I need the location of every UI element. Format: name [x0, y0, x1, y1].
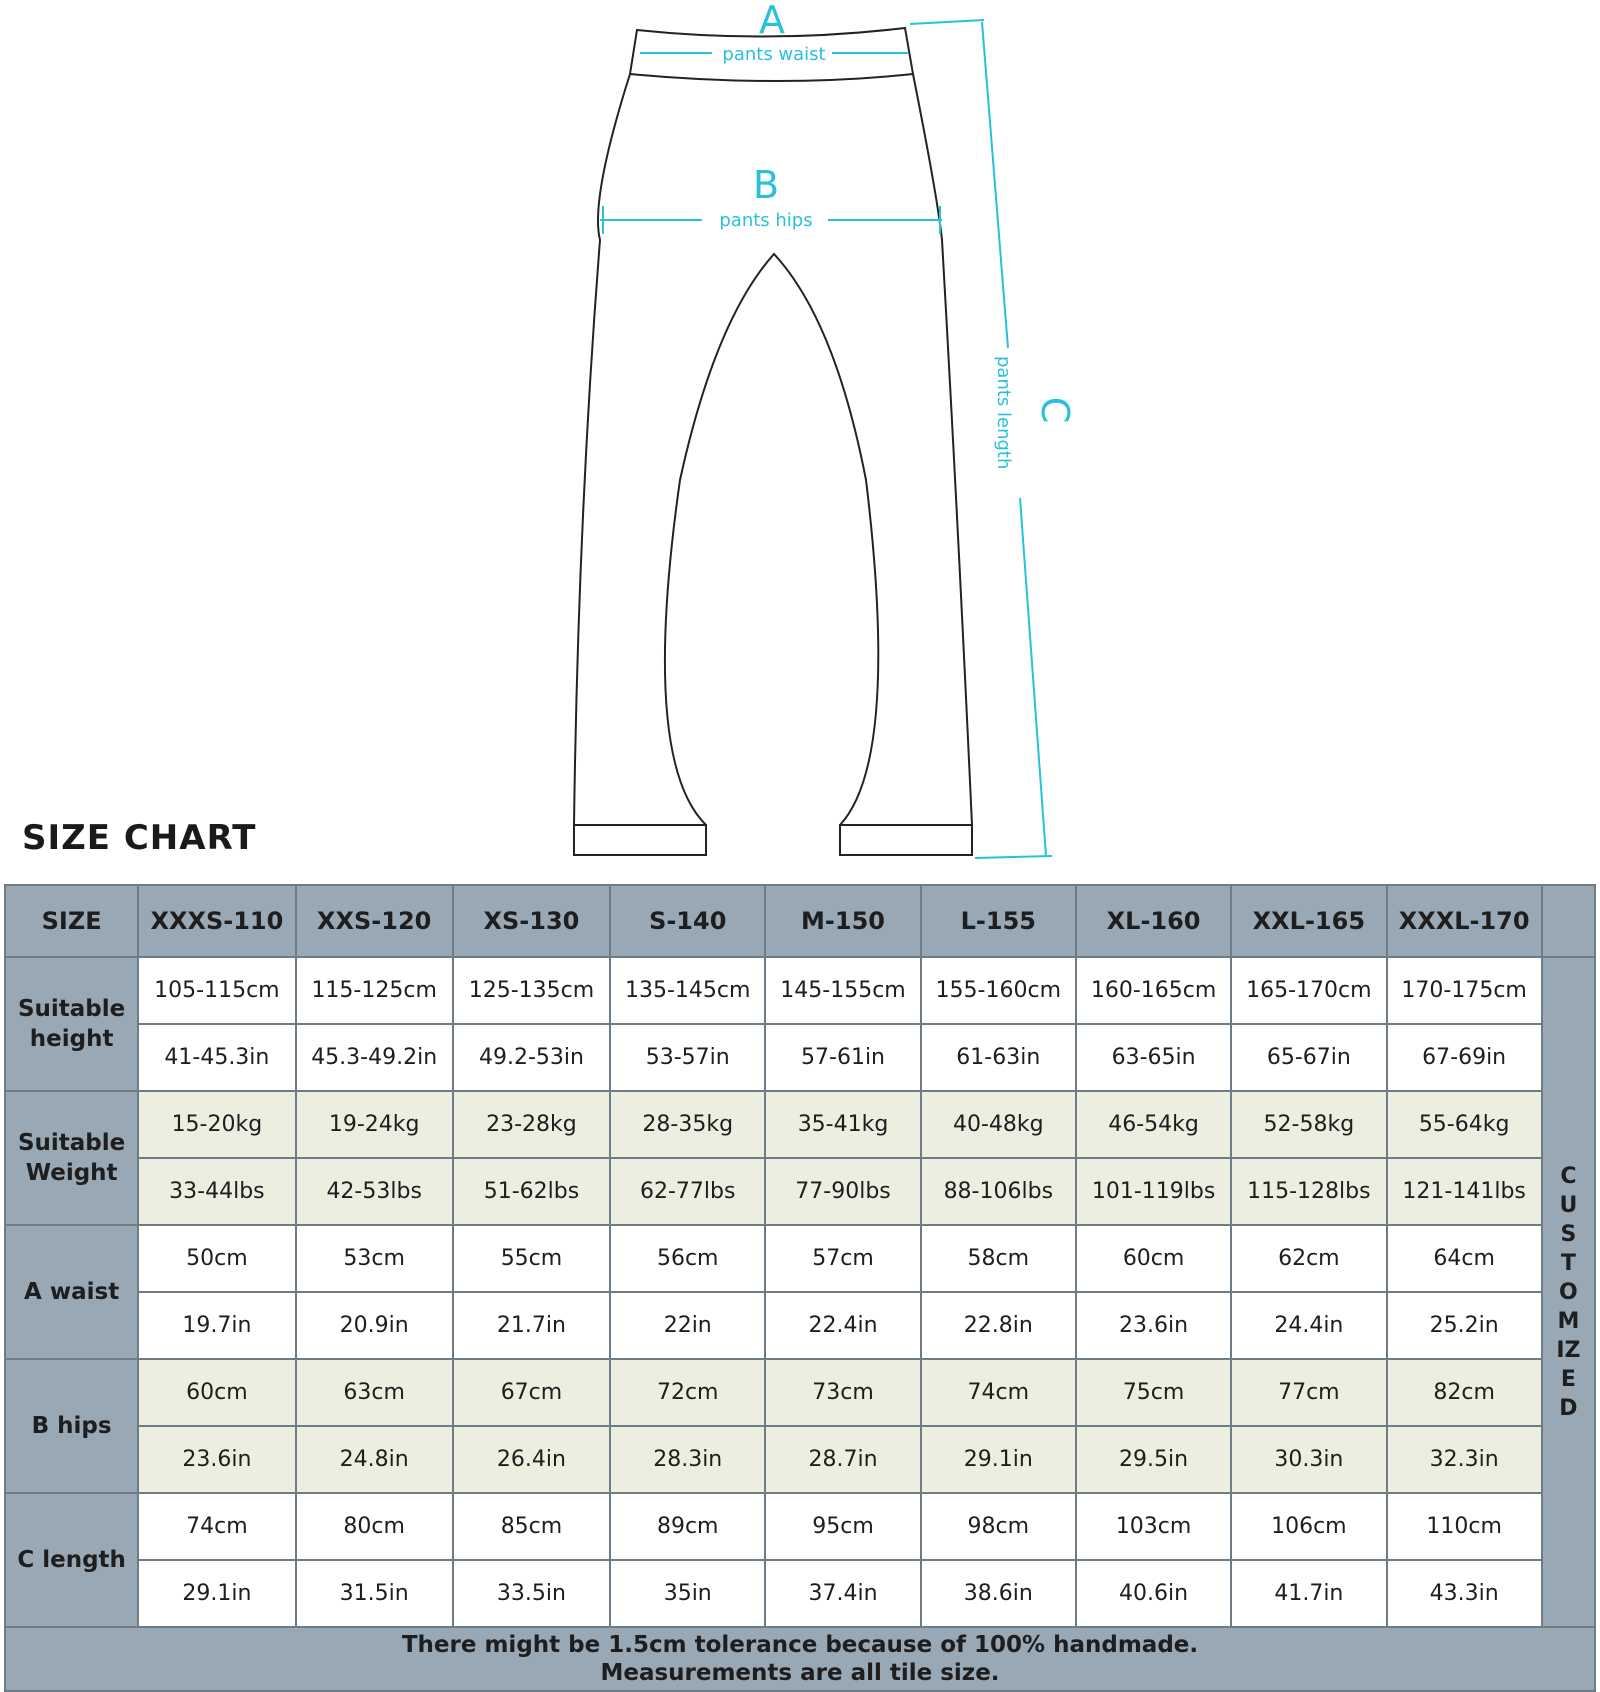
table-cell: 29.5in	[1076, 1426, 1231, 1493]
table-cell: 75cm	[1076, 1359, 1231, 1426]
table-cell: 51-62lbs	[453, 1158, 610, 1225]
table-cell: 155-160cm	[921, 957, 1076, 1024]
table-row	[5, 1560, 1595, 1627]
table-cell: 38.6in	[921, 1560, 1076, 1627]
table-cell: 103cm	[1076, 1493, 1231, 1560]
row-group-label: A waist	[5, 1225, 138, 1359]
table-cell: 23.6in	[138, 1426, 295, 1493]
size-column-header: S-140	[610, 885, 765, 957]
table-cell: 60cm	[1076, 1225, 1231, 1292]
length-measure-line	[982, 22, 1008, 348]
table-cell: 35-41kg	[765, 1091, 920, 1158]
waist-label: pants waist	[722, 44, 826, 65]
size-chart-title: SIZE CHART	[22, 818, 257, 858]
row-group-label: Suitable height	[5, 957, 138, 1091]
table-cell: 19.7in	[138, 1292, 295, 1359]
table-cell: 64cm	[1387, 1225, 1542, 1292]
table-cell: 30.3in	[1231, 1426, 1386, 1493]
table-cell: 55cm	[453, 1225, 610, 1292]
table-cell: 23-28kg	[453, 1091, 610, 1158]
table-cell: 26.4in	[453, 1426, 610, 1493]
table-cell: 37.4in	[765, 1560, 920, 1627]
table-row	[5, 1158, 1595, 1225]
table-cell: 28.7in	[765, 1426, 920, 1493]
table-cell: 33.5in	[453, 1560, 610, 1627]
row-group-label: B hips	[5, 1359, 138, 1493]
table-cell: 62cm	[1231, 1225, 1386, 1292]
table-row	[5, 1493, 1595, 1560]
size-column-header: M-150	[765, 885, 920, 957]
table-cell: 58cm	[921, 1225, 1076, 1292]
table-cell: 32.3in	[1387, 1426, 1542, 1493]
table-cell: 160-165cm	[1076, 957, 1231, 1024]
table-cell: 89cm	[610, 1493, 765, 1560]
table-cell: 61-63in	[921, 1024, 1076, 1091]
table-row	[5, 1225, 1595, 1292]
size-column-header: L-155	[921, 885, 1076, 957]
table-row	[5, 1426, 1595, 1493]
table-cell: 60cm	[138, 1359, 295, 1426]
table-cell: 28.3in	[610, 1426, 765, 1493]
footer-note-line1: There might be 1.5cm tolerance because of 100% handmade.	[401, 1632, 1199, 1658]
table-cell: 57cm	[765, 1225, 920, 1292]
table-cell: 31.5in	[296, 1560, 453, 1627]
table-cell: 57-61in	[765, 1024, 920, 1091]
table-cell: 22.8in	[921, 1292, 1076, 1359]
table-cell: 43.3in	[1387, 1560, 1542, 1627]
side-header-cell	[1542, 885, 1595, 957]
table-cell: 53cm	[296, 1225, 453, 1292]
hips-letter: B	[752, 163, 780, 207]
table-cell: 63-65in	[1076, 1024, 1231, 1091]
table-cell: 106cm	[1231, 1493, 1386, 1560]
table-cell: 56cm	[610, 1225, 765, 1292]
table-cell: 42-53lbs	[296, 1158, 453, 1225]
table-cell: 80cm	[296, 1493, 453, 1560]
table-cell: 95cm	[765, 1493, 920, 1560]
table-cell: 67-69in	[1387, 1024, 1542, 1091]
hips-label: pants hips	[719, 210, 813, 231]
table-cell: 29.1in	[921, 1426, 1076, 1493]
table-row	[5, 957, 1595, 1024]
table-cell: 49.2-53in	[453, 1024, 610, 1091]
table-cell: 74cm	[138, 1493, 295, 1560]
length-label: pants length	[993, 356, 1014, 470]
table-cell: 145-155cm	[765, 957, 920, 1024]
table-cell: 21.7in	[453, 1292, 610, 1359]
row-group-label: C length	[5, 1493, 138, 1627]
table-cell: 121-141lbs	[1387, 1158, 1542, 1225]
table-row	[5, 1024, 1595, 1091]
table-cell: 62-77lbs	[610, 1158, 765, 1225]
table-cell: 22.4in	[765, 1292, 920, 1359]
table-cell: 67cm	[453, 1359, 610, 1426]
waist-letter: A	[759, 0, 785, 42]
table-row	[5, 1292, 1595, 1359]
footer-note	[5, 1627, 1595, 1691]
size-column-header: XXXS-110	[138, 885, 295, 957]
size-header-row	[5, 885, 1595, 957]
table-cell: 24.8in	[296, 1426, 453, 1493]
table-cell: 35in	[610, 1560, 765, 1627]
table-cell: 28-35kg	[610, 1091, 765, 1158]
table-cell: 85cm	[453, 1493, 610, 1560]
table-cell: 41-45.3in	[138, 1024, 295, 1091]
table-cell: 115-128lbs	[1231, 1158, 1386, 1225]
table-cell: 23.6in	[1076, 1292, 1231, 1359]
table-cell: 65-67in	[1231, 1024, 1386, 1091]
table-cell: 101-119lbs	[1076, 1158, 1231, 1225]
table-cell: 88-106lbs	[921, 1158, 1076, 1225]
table-cell: 74cm	[921, 1359, 1076, 1426]
table-cell: 110cm	[1387, 1493, 1542, 1560]
size-header-label: SIZE	[5, 885, 138, 957]
table-row	[5, 1091, 1595, 1158]
table-cell: 170-175cm	[1387, 957, 1542, 1024]
table-cell: 82cm	[1387, 1359, 1542, 1426]
table-cell: 46-54kg	[1076, 1091, 1231, 1158]
footer-note-line2: Measurements are all tile size.	[600, 1660, 1000, 1686]
size-column-header: XXXL-170	[1387, 885, 1542, 957]
table-cell: 52-58kg	[1231, 1091, 1386, 1158]
table-row	[5, 1359, 1595, 1426]
table-cell: 40.6in	[1076, 1560, 1231, 1627]
footer-row	[5, 1627, 1595, 1691]
row-group-label: Suitable Weight	[5, 1091, 138, 1225]
size-column-header: XL-160	[1076, 885, 1231, 957]
table-cell: 63cm	[296, 1359, 453, 1426]
table-cell: 73cm	[765, 1359, 920, 1426]
table-cell: 165-170cm	[1231, 957, 1386, 1024]
table-cell: 40-48kg	[921, 1091, 1076, 1158]
customized-side-label	[1542, 957, 1595, 1627]
table-cell: 53-57in	[610, 1024, 765, 1091]
table-cell: 50cm	[138, 1225, 295, 1292]
table-cell: 41.7in	[1231, 1560, 1386, 1627]
size-column-header: XS-130	[453, 885, 610, 957]
table-cell: 77-90lbs	[765, 1158, 920, 1225]
pants-outline	[574, 28, 972, 855]
size-column-header: XXL-165	[1231, 885, 1386, 957]
table-cell: 24.4in	[1231, 1292, 1386, 1359]
table-cell: 19-24kg	[296, 1091, 453, 1158]
table-cell: 55-64kg	[1387, 1091, 1542, 1158]
table-cell: 33-44lbs	[138, 1158, 295, 1225]
table-cell: 22in	[610, 1292, 765, 1359]
table-cell: 115-125cm	[296, 957, 453, 1024]
table-cell: 105-115cm	[138, 957, 295, 1024]
length-letter: C	[1033, 396, 1077, 424]
table-cell: 98cm	[921, 1493, 1076, 1560]
table-cell: 15-20kg	[138, 1091, 295, 1158]
customized-text: CUSTOMIZED	[1556, 1163, 1581, 1421]
table-cell: 77cm	[1231, 1359, 1386, 1426]
table-cell: 25.2in	[1387, 1292, 1542, 1359]
table-cell: 29.1in	[138, 1560, 295, 1627]
table-cell: 135-145cm	[610, 957, 765, 1024]
table-cell: 125-135cm	[453, 957, 610, 1024]
table-cell: 45.3-49.2in	[296, 1024, 453, 1091]
table-cell: 72cm	[610, 1359, 765, 1426]
table-cell: 20.9in	[296, 1292, 453, 1359]
size-chart-table	[4, 884, 1596, 1692]
size-column-header: XXS-120	[296, 885, 453, 957]
